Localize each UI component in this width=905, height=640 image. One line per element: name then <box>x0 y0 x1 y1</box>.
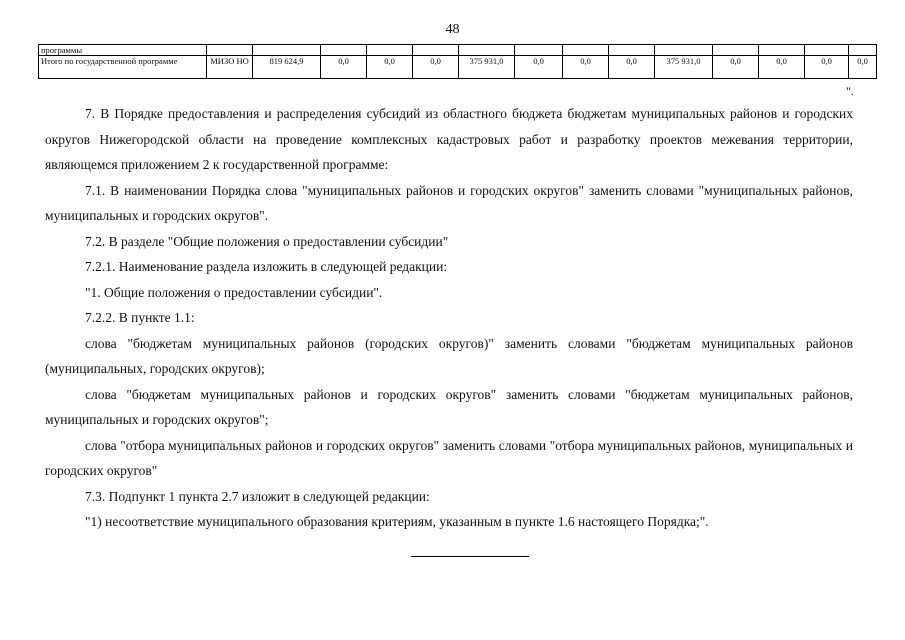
table-cell: 0,0 <box>805 56 849 79</box>
paragraph-item-7-1: 7.1. В наименовании Порядка слова "муниципальных районов и городских округов" заменить словами "муниципальных районов, муниципальных и городских округов". <box>45 182 853 223</box>
table-cell <box>413 45 459 56</box>
paragraph-item-7-3: 7.3. Подпункт 1 пункта 2.7 изложит в следующей редакции: <box>85 488 430 504</box>
paragraph-subitem-text: "1) несоответствие муниципального образования критериям, указанным в пункте 1.6 настоящего Порядка;". <box>85 514 709 529</box>
table-cell <box>367 45 413 56</box>
document-body <box>45 101 853 535</box>
table-cell: программы <box>39 45 207 56</box>
paragraph-replacement-1: слова "бюджетам муниципальных районов (городских округов)" заменить словами "бюджетам муниципальных районов (муниципальных, городских округов); <box>45 335 853 376</box>
paragraph-item-7-2-2: 7.2.2. В пункте 1.1: <box>85 310 195 325</box>
table-cell: 0,0 <box>849 56 877 79</box>
end-divider <box>411 556 529 557</box>
page-number: 48 <box>445 22 460 37</box>
paragraph-item-7-2-1: 7.2.1. Наименование раздела изложить в следующей редакции: <box>85 259 448 274</box>
paragraph-section-title: "1. Общие положения о предоставлении субсидии". <box>85 284 383 300</box>
table-cell: 0,0 <box>321 56 367 79</box>
table-cell: 0,0 <box>713 56 759 79</box>
table-cell <box>321 45 367 56</box>
table-cell <box>515 45 563 56</box>
table-cell: МИЗО НО <box>207 56 253 79</box>
paragraph-item-7: 7. В Порядке предоставления и распределения субсидий из областного бюджета бюджетам муниципальных районов и городских округов Нижегородской области на проведение комплексных кадастровых работ и разработку проектов межевания территории, являющемся приложением 2 к государственной программе: <box>45 106 853 172</box>
table-cell: 0,0 <box>515 56 563 79</box>
table-cell <box>655 45 713 56</box>
table-row <box>39 56 877 79</box>
table-cell <box>805 45 849 56</box>
table-cell <box>563 45 609 56</box>
table-cell: 375 931,0 <box>655 56 713 79</box>
table-cell: 0,0 <box>413 56 459 79</box>
table-cell: Итого по государственной программе <box>39 56 207 79</box>
table-cell <box>459 45 515 56</box>
table-cell: 375 931,0 <box>459 56 515 79</box>
table-cell: 0,0 <box>367 56 413 79</box>
closing-quote: ". <box>846 84 854 98</box>
table-cell <box>713 45 759 56</box>
table-cell: 0,0 <box>609 56 655 79</box>
table-cell <box>849 45 877 56</box>
paragraph-replacement-3: слова "отбора муниципальных районов и городских округов" заменить словами "отбора муниципальных районов, муниципальных и городских округов" <box>45 437 853 478</box>
table-cell: 0,0 <box>563 56 609 79</box>
table-cell <box>609 45 655 56</box>
budget-table <box>38 44 877 79</box>
table-cell: 819 624,9 <box>253 56 321 79</box>
paragraph-item-7-2: 7.2. В разделе "Общие положения о предоставлении субсидии" <box>85 233 449 249</box>
table-row <box>39 45 877 56</box>
paragraph-replacement-2: слова "бюджетам муниципальных районов и городских округов" заменить словами "бюджетам муниципальных районов, муниципальных и городских округов"; <box>45 386 853 427</box>
table-cell: 0,0 <box>759 56 805 79</box>
table-cell <box>253 45 321 56</box>
table-cell <box>759 45 805 56</box>
table-cell <box>207 45 253 56</box>
